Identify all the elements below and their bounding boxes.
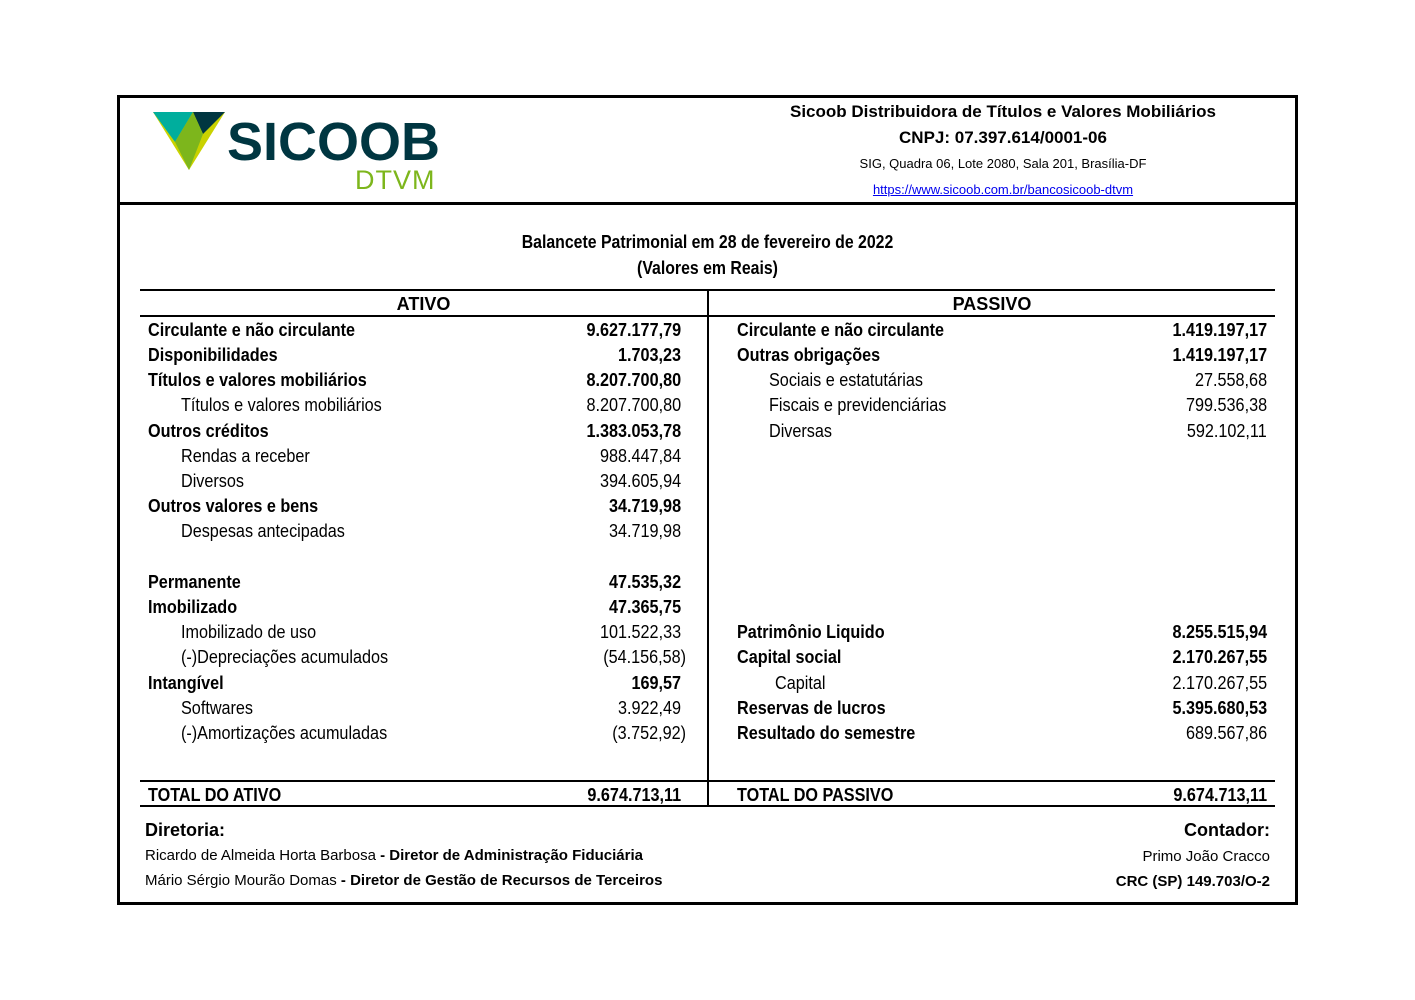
director-2-role: - Diretor de Gestão de Recursos de Terceiros	[336, 872, 663, 889]
row-value: 8.207.700,80	[586, 370, 681, 390]
row-value: 394.605,94	[599, 471, 681, 491]
table-row	[148, 419, 681, 443]
contador-name: Primo João Cracco	[1142, 848, 1270, 865]
row-value: 101.522,33	[599, 622, 681, 642]
row-value: 8.255.515,94	[1172, 622, 1267, 642]
director-2-name: Mário Sérgio Mourão Domas	[145, 872, 337, 889]
table-row	[775, 671, 1267, 695]
header-divider	[120, 202, 1295, 205]
row-label: Imobilizado	[148, 597, 238, 617]
row-value: 8.207.700,80	[586, 395, 681, 415]
row-value: 47.535,32	[608, 572, 681, 592]
table-row	[148, 494, 681, 518]
row-value: (3.752,92)	[612, 723, 686, 743]
director-1	[145, 847, 643, 864]
row-value: 27.558,68	[1194, 370, 1267, 390]
sicoob-emblem-icon	[153, 112, 227, 174]
row-label: Títulos e valores mobiliários	[148, 370, 367, 390]
table-row	[148, 343, 681, 367]
row-value: 2.170.267,55	[1172, 673, 1267, 693]
table-row	[148, 570, 681, 594]
table-row	[181, 696, 681, 720]
table-row	[181, 444, 681, 468]
diretoria-label: Diretoria:	[145, 820, 226, 840]
table-row	[737, 696, 1267, 720]
row-value: (54.156,58)	[603, 647, 686, 667]
row-value: 3.922,49	[617, 698, 681, 718]
company-name: Sicoob Distribuidora de Títulos e Valores Mobiliários	[789, 102, 1217, 121]
row-value: 592.102,11	[1187, 421, 1267, 441]
table-column-divider	[707, 290, 709, 807]
table-row	[148, 671, 681, 695]
row-value: 34.719,98	[608, 496, 681, 516]
row-value: 9.627.177,79	[586, 320, 681, 340]
table-row	[769, 419, 1267, 443]
row-label: Disponibilidades	[148, 345, 278, 365]
table-row	[148, 595, 681, 619]
row-value: 34.719,98	[608, 521, 681, 541]
company-cnpj: CNPJ: 07.397.614/0001-06	[899, 128, 1107, 147]
sicoob-logo	[153, 108, 453, 193]
passivo-heading: PASSIVO	[952, 294, 1032, 314]
row-label: Outras obrigações	[737, 345, 881, 365]
row-label: Rendas a receber	[181, 446, 310, 466]
row-label: (-)Depreciações acumulados	[181, 647, 389, 667]
table-row	[769, 393, 1267, 417]
row-label: Reservas de lucros	[737, 698, 886, 718]
logo-wordmark: SICOOB	[227, 112, 441, 172]
total-ativo-value: 9.674.713,11	[587, 785, 681, 805]
row-label: Sociais e estatutárias	[769, 370, 923, 390]
row-label: Diversos	[181, 471, 245, 491]
table-row	[181, 469, 681, 493]
row-label: Imobilizado de uso	[181, 622, 317, 642]
table-row	[737, 343, 1267, 367]
row-label: Despesas antecipadas	[181, 521, 345, 541]
row-value: 1.419.197,17	[1172, 320, 1267, 340]
row-label: Circulante e não circulante	[737, 320, 945, 340]
row-value: 1.383.053,78	[586, 421, 681, 441]
director-1-role: - Diretor de Administração Fiduciária	[375, 847, 643, 864]
row-value: 1.419.197,17	[1172, 345, 1267, 365]
company-address: SIG, Quadra 06, Lote 2080, Sala 201, Brasília-DF	[859, 156, 1147, 171]
director-2	[145, 872, 662, 889]
row-label: Outros valores e bens	[148, 496, 319, 516]
table-row	[737, 645, 1267, 669]
table-row	[148, 368, 681, 392]
total-passivo-label: TOTAL DO PASSIVO	[737, 785, 894, 805]
row-value: 988.447,84	[599, 446, 681, 466]
company-url-link[interactable]: https://www.sicoob.com.br/bancosicoob-dtvm	[872, 182, 1134, 197]
row-label: Capital	[775, 673, 826, 693]
logo-subtitle: DTVM	[355, 165, 436, 195]
table-row	[181, 393, 681, 417]
report-subtitle: (Valores em Reais)	[637, 258, 778, 278]
ativo-heading: ATIVO	[396, 294, 451, 314]
row-value: 799.536,38	[1185, 395, 1267, 415]
row-label: Permanente	[148, 572, 241, 592]
row-label: Circulante e não circulante	[148, 320, 356, 340]
table-row	[737, 620, 1267, 644]
report-title: Balancete Patrimonial em 28 de fevereiro de 2022	[521, 232, 894, 252]
row-value: 5.395.680,53	[1172, 698, 1267, 718]
table-row	[181, 620, 681, 644]
table-row	[769, 368, 1267, 392]
row-label: Intangível	[148, 673, 224, 693]
document-frame	[117, 95, 1298, 905]
row-value: 2.170.267,55	[1172, 647, 1267, 667]
total-ativo-row	[148, 783, 681, 807]
row-label: Diversas	[769, 421, 833, 441]
row-label: Títulos e valores mobiliários	[181, 395, 382, 415]
row-label: Fiscais e previdenciárias	[769, 395, 947, 415]
row-label: Softwares	[181, 698, 254, 718]
contador-crc: CRC (SP) 149.703/O-2	[1115, 873, 1270, 890]
total-top-rule	[140, 780, 1275, 782]
table-row	[181, 519, 681, 543]
row-value: 1.703,23	[617, 345, 681, 365]
row-label: (-)Amortizações acumuladas	[181, 723, 388, 743]
director-1-name: Ricardo de Almeida Horta Barbosa	[145, 847, 376, 864]
row-label: Outros créditos	[148, 421, 269, 441]
contador-label: Contador:	[1184, 820, 1270, 840]
row-label: Patrimônio Liquido	[737, 622, 885, 642]
total-passivo-value: 9.674.713,11	[1173, 785, 1267, 805]
total-passivo-row	[737, 783, 1267, 807]
row-value: 689.567,86	[1185, 723, 1267, 743]
table-row	[181, 645, 686, 669]
table-row	[737, 721, 1267, 745]
total-ativo-label: TOTAL DO ATIVO	[148, 785, 282, 805]
row-label: Resultado do semestre	[737, 723, 916, 743]
row-value: 47.365,75	[608, 597, 681, 617]
table-row	[181, 721, 686, 745]
table-row	[737, 318, 1267, 342]
row-value: 169,57	[631, 673, 681, 693]
table-row	[148, 318, 681, 342]
row-label: Capital social	[737, 647, 842, 667]
